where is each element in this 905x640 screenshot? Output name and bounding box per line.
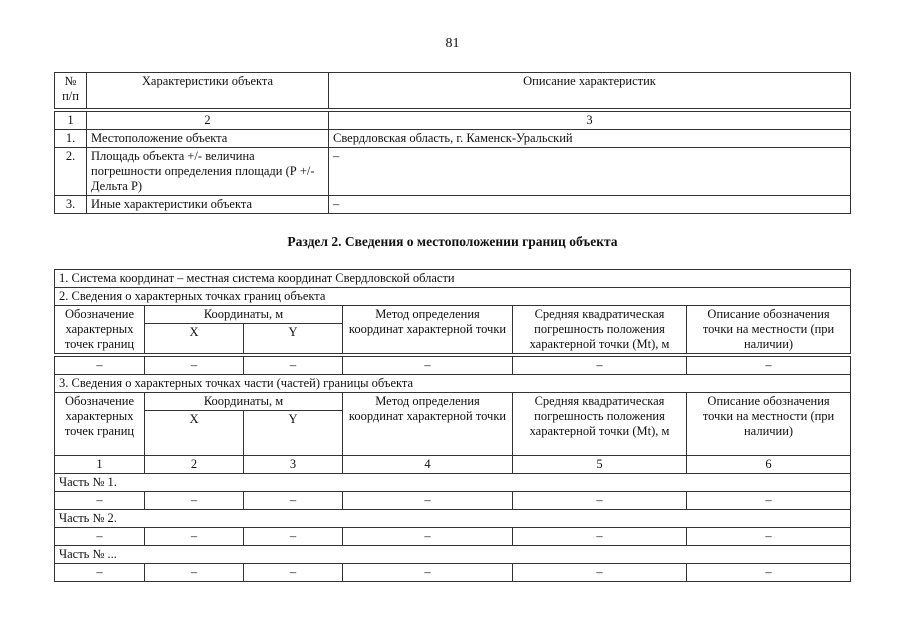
row-num: 3. xyxy=(55,196,87,214)
dash-cell: – xyxy=(513,528,687,546)
header-desc: Описание обозначения точки на местности (при наличии) xyxy=(687,393,851,456)
header-method: Метод определения координат характерной точки xyxy=(343,393,513,456)
boundary-points-table xyxy=(54,269,851,582)
dash-cell: – xyxy=(343,564,513,582)
dash-cell: – xyxy=(687,564,851,582)
dash-cell: – xyxy=(513,357,687,375)
row-value: Свердловская область, г. Каменск-Уральский xyxy=(329,130,851,148)
section-title: Раздел 2. Сведения о местоположении границ объекта xyxy=(287,234,618,249)
dash-cell: – xyxy=(687,357,851,375)
index-cell: 1 xyxy=(55,112,87,130)
dash-cell: – xyxy=(55,357,145,375)
header-characteristics: Характеристики объекта xyxy=(87,73,329,109)
index-cell: 3 xyxy=(244,456,343,474)
row-name: Площадь объекта +/- величина погрешности определения площади (Р +/- Дельта Р) xyxy=(87,148,329,196)
object-characteristics-table xyxy=(54,72,851,214)
table-row xyxy=(55,528,851,546)
dash-cell: – xyxy=(145,564,244,582)
header-error: Средняя квадратическая погрешность положения характерной точки (Mt), м xyxy=(513,306,687,354)
dash-cell: – xyxy=(55,564,145,582)
part-label: Часть № 2. xyxy=(55,510,851,528)
dash-cell: – xyxy=(343,492,513,510)
row-value: – xyxy=(329,196,851,214)
header-point: Обозначение характерных точек границ xyxy=(55,393,145,456)
dash-cell: – xyxy=(513,492,687,510)
table-row xyxy=(55,130,851,148)
row-num: 1. xyxy=(55,130,87,148)
dash-cell: – xyxy=(244,528,343,546)
coordinate-system-line: 1. Система координат – местная система координат Свердловской области xyxy=(55,270,851,288)
subsection-title: 3. Сведения о характерных точках части (частей) границы объекта xyxy=(55,375,851,393)
header-num: № п/п xyxy=(55,73,87,109)
index-cell: 2 xyxy=(87,112,329,130)
index-cell: 6 xyxy=(687,456,851,474)
dash-cell: – xyxy=(244,357,343,375)
dash-cell: – xyxy=(687,492,851,510)
header-x: X xyxy=(145,324,244,354)
index-cell: 1 xyxy=(55,456,145,474)
dash-cell: – xyxy=(55,492,145,510)
table-row xyxy=(55,148,851,196)
header-error: Средняя квадратическая погрешность положения характерной точки (Mt), м xyxy=(513,393,687,456)
header-x: X xyxy=(145,411,244,456)
header-y: Y xyxy=(244,324,343,354)
row-name: Местоположение объекта xyxy=(87,130,329,148)
dash-cell: – xyxy=(513,564,687,582)
row-num: 2. xyxy=(55,148,87,196)
index-cell: 4 xyxy=(343,456,513,474)
index-cell: 3 xyxy=(329,112,851,130)
header-description: Описание характеристик xyxy=(329,73,851,109)
header-point: Обозначение характерных точек границ xyxy=(55,306,145,354)
dash-cell: – xyxy=(55,528,145,546)
row-name: Иные характеристики объекта xyxy=(87,196,329,214)
table-row xyxy=(55,492,851,510)
dash-cell: – xyxy=(244,492,343,510)
header-desc: Описание обозначения точки на местности (при наличии) xyxy=(687,306,851,354)
part-label: Часть № 1. xyxy=(55,474,851,492)
dash-cell: – xyxy=(145,528,244,546)
index-cell: 2 xyxy=(145,456,244,474)
header-method: Метод определения координат характерной точки xyxy=(343,306,513,354)
dash-cell: – xyxy=(145,492,244,510)
table-row xyxy=(55,357,851,375)
header-coords: Координаты, м xyxy=(145,393,343,411)
header-y: Y xyxy=(244,411,343,456)
table-row xyxy=(55,196,851,214)
dash-cell: – xyxy=(145,357,244,375)
index-cell: 5 xyxy=(513,456,687,474)
part-label: Часть № ... xyxy=(55,546,851,564)
dash-cell: – xyxy=(687,528,851,546)
page-number: 81 xyxy=(445,36,460,51)
dash-cell: – xyxy=(343,357,513,375)
header-coords: Координаты, м xyxy=(145,306,343,324)
table-row xyxy=(55,564,851,582)
row-value: – xyxy=(329,148,851,196)
subsection-title: 2. Сведения о характерных точках границ объекта xyxy=(55,288,851,306)
dash-cell: – xyxy=(244,564,343,582)
dash-cell: – xyxy=(343,528,513,546)
